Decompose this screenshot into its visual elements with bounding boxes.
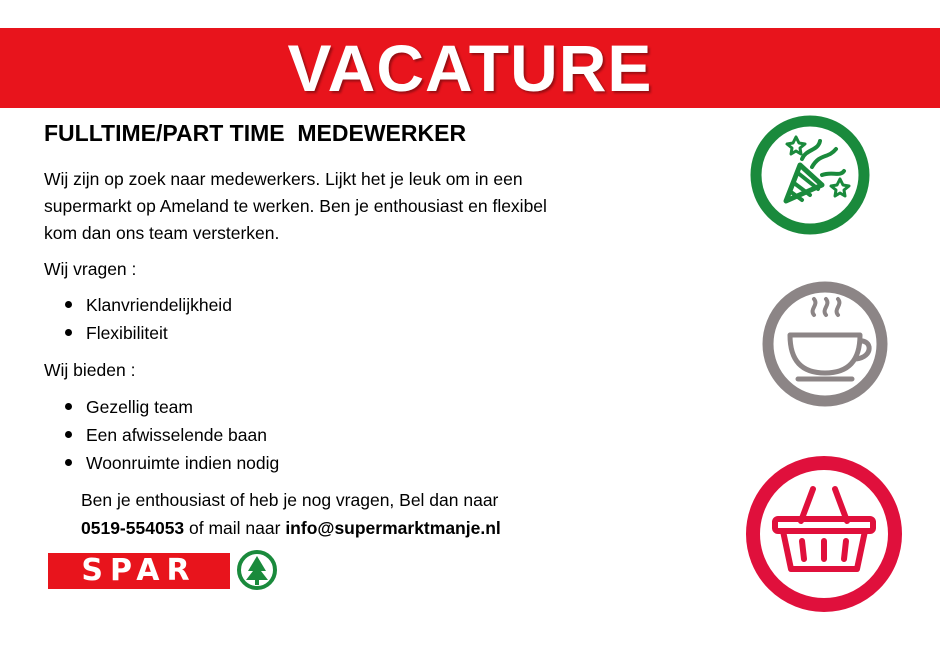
spar-logo-text: SPAR (81, 553, 197, 588)
we-offer-list (64, 393, 279, 477)
email-address[interactable]: info@supermarktmanje.nl (285, 518, 501, 538)
we-ask-list (64, 291, 232, 347)
list-item: Klanvriendelijkheid (64, 291, 232, 319)
banner-title: VACATURE (287, 31, 653, 105)
bullet-icon (65, 431, 72, 438)
phone-number[interactable]: 0519-554053 (81, 518, 185, 538)
we-ask-label: Wij vragen : (44, 259, 137, 279)
party-popper-icon (748, 113, 872, 237)
spar-tree-icon (236, 549, 278, 591)
bullet-icon (65, 301, 72, 308)
we-offer-label: Wij bieden : (44, 360, 136, 380)
job-title: FULLTIME/PART TIME MEDEWERKER (44, 120, 467, 146)
list-item: Woonruimte indien nodig (64, 449, 279, 477)
contact-mid: of mail naar (184, 518, 286, 538)
spar-logo (48, 549, 280, 591)
bullet-icon (65, 459, 72, 466)
coffee-cup-icon (760, 279, 890, 409)
bullet-icon (65, 329, 72, 336)
contact-info (81, 486, 601, 542)
list-item: Een afwisselende baan (64, 421, 279, 449)
list-item: Flexibiliteit (64, 319, 232, 347)
bullet-icon (65, 403, 72, 410)
list-item: Gezellig team (64, 393, 279, 421)
shopping-basket-icon (745, 455, 903, 613)
header-banner (0, 28, 940, 108)
intro-paragraph: Wij zijn op zoek naar medewerkers. Lijkt het je leuk om in een supermarkt op Ameland te werken. Ben je enthousiast en flexibel kom dan ons team versterken. (44, 169, 547, 243)
contact-intro: Ben je enthousiast of heb je nog vragen, Bel dan naar (81, 490, 499, 510)
